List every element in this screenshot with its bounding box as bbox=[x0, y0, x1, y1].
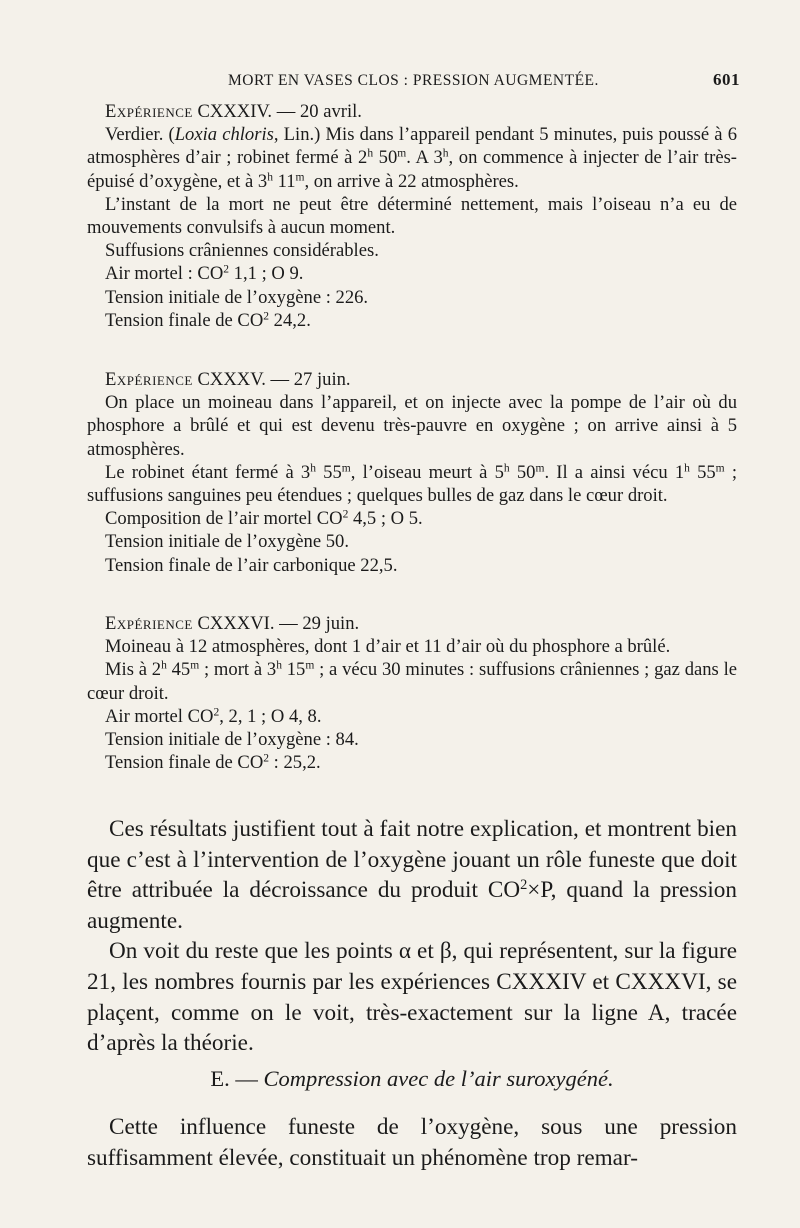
measurement-line: Tension finale de $CO^2$ : 25,2. bbox=[105, 752, 321, 774]
body-text-continued bbox=[87, 1112, 737, 1173]
measurement-line: Tension finale de $CO^2$ 24,2. bbox=[105, 309, 311, 331]
page-number: 601 bbox=[713, 70, 740, 89]
page-header bbox=[104, 68, 740, 94]
experiment-cxxxiv bbox=[87, 100, 737, 332]
experiment-title: Expérience CXXXIV. — 20 avril. bbox=[105, 101, 362, 122]
section-heading: E. — Compression avec de l’air suroxygéné. bbox=[210, 1066, 614, 1091]
measurement-line: Tension initiale de l’oxygène : 84. bbox=[105, 729, 359, 751]
paragraph: Le robinet étant fermé à 3$^h$ 55$^m$, l’oiseau meurt à 5$^h$ 50$^m$. Il a ainsi vécu 1$^h$ 55$^m$ ; suffusions sanguines peu étendues ; quelques bulles de gaz dans le cœur droit. bbox=[87, 461, 737, 507]
paragraph: Verdier. (Loxia chloris, Lin.) Mis dans l’appareil pendant 5 minutes, puis poussé à 6 atmosphères d’air ; robinet fermé à 2$^h$ 50$^m$. A 3$^h$, on commence à injecter de l’air très-épuisé d’oxygène, et à 3$^h$ 11$^m$, on arrive à 22 atmosphères. bbox=[87, 124, 738, 192]
paragraph: On place un moineau dans l’appareil, et on injecte avec la pompe de l’air où du phosphore a brûlé et qui est devenu très-pauvre en oxygène ; on arrive ainsi à 5 atmosphères. bbox=[87, 392, 737, 460]
experiment-title: Expérience CXXXVI. — 29 juin. bbox=[105, 613, 360, 634]
paragraph: Moineau à 12 atmosphères, dont 1 d’air et 11 d’air où du phosphore a brûlé. bbox=[105, 636, 671, 658]
measurement-line: Air mortel : $CO^2$ 1,1 ; O 9. bbox=[105, 263, 304, 285]
paragraph: Mis à 2$^h$ 45$^m$ ; mort à 3$^h$ 15$^m$ ; a vécu 30 minutes : suffusions crâniennes ; gaz dans le cœur droit. bbox=[87, 659, 738, 704]
measurement-line: Air mortel $CO^2$, 2, 1 ; O 4, 8. bbox=[105, 705, 322, 727]
paragraph: Suffusions crâniennes considérables. bbox=[105, 240, 379, 262]
body-text bbox=[87, 814, 737, 1059]
paragraph: Cette influence funeste de l’oxygène, sous une pression suffisamment élevée, constituait un phénomène trop remar- bbox=[87, 1114, 737, 1171]
experiment-title: Expérience CXXXV. — 27 juin. bbox=[105, 369, 351, 390]
measurement-line: Tension finale de l’air carbonique 22,5. bbox=[105, 554, 398, 576]
measurement-line: Composition de l’air mortel $CO^2$ 4,5 ; O 5. bbox=[105, 508, 423, 530]
paragraph: Ces résultats justifient tout à fait notre explication, et montrent bien que c’est à l’intervention de l’oxygène jouant un rôle funeste que doit être attribuée la décroissance du produit $CO^2\times P$, quand la pression augmente. bbox=[87, 816, 737, 934]
experiment-cxxxv bbox=[87, 368, 737, 577]
measurement-line: Tension initiale de l’oxygène : 226. bbox=[105, 286, 369, 308]
measurement-line: Tension initiale de l’oxygène 50. bbox=[105, 531, 349, 553]
experiment-cxxxvi bbox=[87, 612, 737, 774]
running-title: MORT EN VASES CLOS : PRESSION AUGMENTÉE. bbox=[228, 72, 599, 89]
paragraph: On voit du reste que les points α et β, qui représentent, sur la figure 21, les nombres fournis par les expériences CXXXIV et CXXXVI, se plaçent, comme on le voit, très-exactement sur la ligne A, tracée d’après la théorie. bbox=[87, 938, 737, 1057]
paragraph: L’instant de la mort ne peut être déterminé nettement, mais l’oiseau n’a eu de mouvements convulsifs à aucun moment. bbox=[87, 193, 737, 239]
